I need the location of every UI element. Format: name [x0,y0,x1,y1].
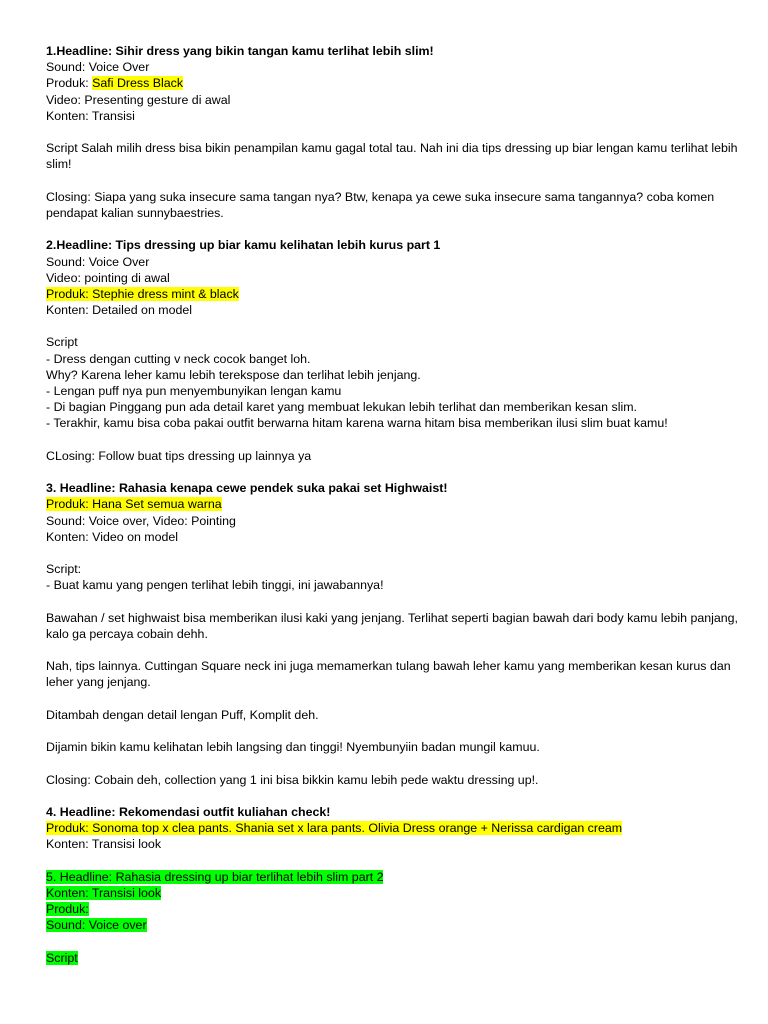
s5-produk-text: Produk: [46,902,89,917]
s1-konten: Konten: Transisi [46,108,135,123]
s1-closing: Closing: Siapa yang suka insecure sama tangan nya? Btw, kenapa ya cewe suka insecure sama tangannya? coba komen pendapat kalian sunnybaestries. [46,189,715,220]
document-page [46,43,746,966]
s1-produk-value: Safi Dress Black [92,76,184,91]
s1-produk-label: Produk: [46,76,93,91]
s2-script-line: - Di bagian Pinggang pun ada detail karet yang membuat lekukan lebih terlihat dan memberikan kesan slim. [46,400,637,415]
s3-konten: Konten: Video on model [46,529,179,544]
s2-closing: CLosing: Follow buat tips dressing up lainnya ya [46,448,312,463]
s3-headline: 3. Headline: Rahasia kenapa cewe pendek suka pakai set Highwaist! [46,481,448,496]
s5-sound-text: Sound: Voice over [46,918,147,933]
s5-sound [46,917,746,933]
s4-konten: Konten: Transisi look [46,837,162,852]
s5-produk [46,901,746,917]
s1-sound: Sound: Voice Over [46,60,150,75]
s3-sound: Sound: Voice over, Video: Pointing [46,513,236,528]
s2-konten: Konten: Detailed on model [46,303,193,318]
s1-script: Script Salah milih dress bisa bikin penampilan kamu gagal total tau. Nah ini dia tips dressing up biar lengan kamu terlihat lebih slim! [46,141,738,172]
s5-script [46,950,746,966]
s2-produk [46,286,746,302]
s5-headline-text: 5. Headline: Rahasia dressing up biar terlihat lebih slim part 2 [46,869,384,884]
s2-video: Video: pointing di awal [46,270,170,285]
s1-produk [46,75,746,91]
s4-headline: 4. Headline: Rekomendasi outfit kuliahan check! [46,804,331,819]
s2-script-label: Script [46,335,78,350]
s3-produk [46,496,746,512]
s3-script-line: - Buat kamu yang pengen terlihat lebih tinggi, ini jawabannya! [46,578,384,593]
s4-produk [46,820,746,836]
s4-produk-text: Produk: Sonoma top x clea pants. Shania set x lara pants. Olivia Dress orange + Nerissa cardigan cream [46,821,623,836]
s3-script-label: Script: [46,562,82,577]
s3-paragraph: Dijamin bikin kamu kelihatan lebih langsing dan tinggi! Nyembunyiin badan mungil kamuu. [46,740,540,755]
s2-script-line: - Lengan puff nya pun menyembunyikan lengan kamu [46,384,342,398]
s3-paragraph: Bawahan / set highwaist bisa memberikan ilusi kaki yang jenjang. Terlihat seperti bagian bawah dari body kamu lebih panjang, kalo ga percaya cobain dehh. [46,610,738,641]
s5-script-label: Script [46,950,78,965]
s3-produk-text: Produk: Hana Set semua warna [46,497,222,512]
s2-produk-text: Produk: Stephie dress mint & black [46,286,239,301]
s2-script-line: - Terakhir, kamu bisa coba pakai outfit berwarna hitam karena warna hitam bisa memberikan ilusi slim buat kamu! [46,416,668,431]
s2-script-line: - Dress dengan cutting v neck cocok banget loh. [46,351,311,366]
s2-sound: Sound: Voice Over [46,254,150,269]
s3-paragraph: Nah, tips lainnya. Cuttingan Square neck ini juga memamerkan tulang bawah leher kamu yang memberikan kesan kurus dan leher yang jenjang. [46,659,731,690]
s5-headline [46,869,746,885]
s1-headline: 1.Headline: Sihir dress yang bikin tangan kamu terlihat lebih slim! [46,44,434,58]
s1-video: Video: Presenting gesture di awal [46,92,231,107]
s3-paragraph: Ditambah dengan detail lengan Puff, Komplit deh. [46,707,319,722]
s2-headline: 2.Headline: Tips dressing up biar kamu kelihatan lebih kurus part 1 [46,238,441,253]
s5-konten-text: Konten: Transisi look [46,885,162,900]
s2-script-line: Why? Karena leher kamu lebih terekspose dan terlihat lebih jenjang. [46,367,421,382]
s5-konten [46,885,746,901]
s3-closing: Closing: Cobain deh, collection yang 1 ini bisa bikkin kamu lebih pede waktu dressing up!. [46,772,539,787]
